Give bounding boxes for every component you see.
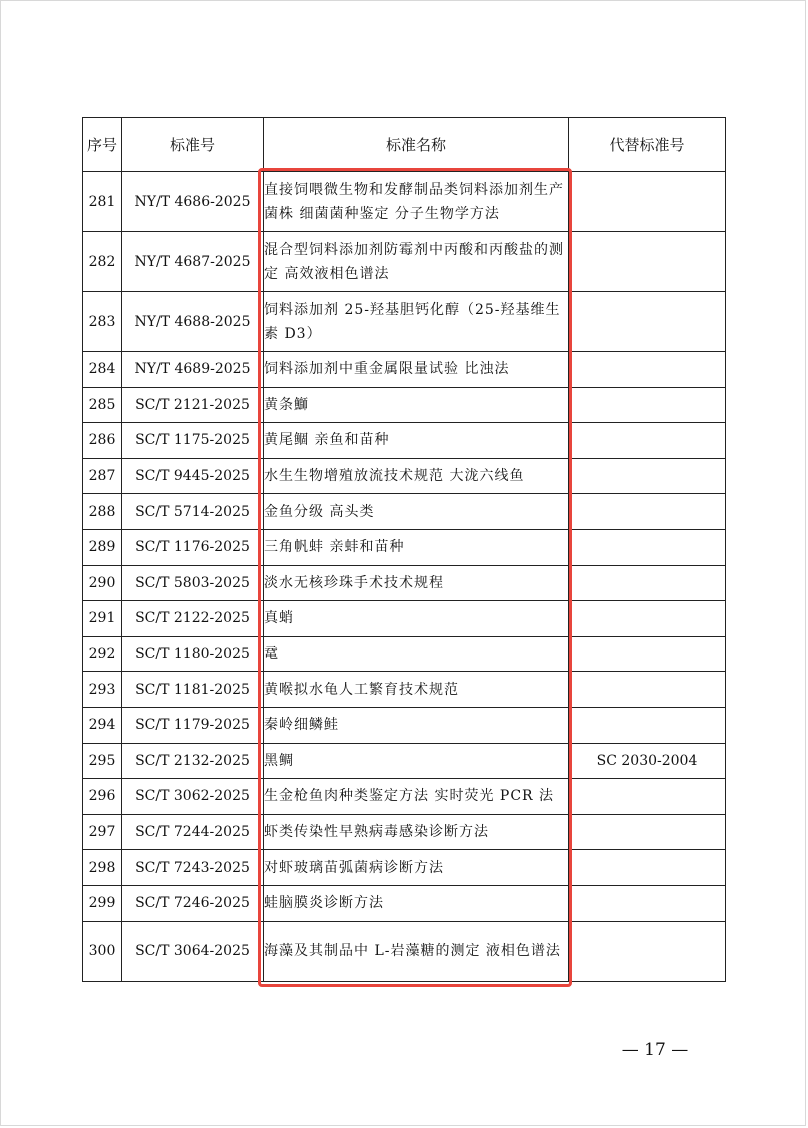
row-replaces xyxy=(569,292,726,352)
row-replaces xyxy=(569,885,726,921)
row-standard-code: NY/T 4689-2025 xyxy=(122,352,264,388)
row-standard-code: SC/T 3064-2025 xyxy=(122,921,264,981)
row-standard-name: 蛙脑膜炎诊断方法 xyxy=(264,885,569,921)
header-replaces: 代替标准号 xyxy=(569,118,726,172)
row-serial: 281 xyxy=(83,172,122,232)
table-row xyxy=(83,707,726,743)
row-standard-name: 黄尾鲴 亲鱼和苗种 xyxy=(264,423,569,459)
table-header-row xyxy=(83,118,726,172)
table-row xyxy=(83,850,726,886)
row-serial: 293 xyxy=(83,672,122,708)
row-serial: 296 xyxy=(83,779,122,815)
row-replaces: SC 2030-2004 xyxy=(569,743,726,779)
row-serial: 290 xyxy=(83,565,122,601)
row-standard-name: 生金枪鱼肉种类鉴定方法 实时荧光 PCR 法 xyxy=(264,779,569,815)
row-standard-name: 混合型饲料添加剂防霉剂中丙酸和丙酸盐的测定 高效液相色谱法 xyxy=(264,232,569,292)
table-row xyxy=(83,387,726,423)
row-replaces xyxy=(569,779,726,815)
row-standard-code: SC/T 7244-2025 xyxy=(122,814,264,850)
table-row xyxy=(83,529,726,565)
row-serial: 291 xyxy=(83,601,122,637)
row-serial: 285 xyxy=(83,387,122,423)
row-replaces xyxy=(569,707,726,743)
table-row xyxy=(83,814,726,850)
table-row xyxy=(83,885,726,921)
table-row xyxy=(83,743,726,779)
table-row xyxy=(83,494,726,530)
row-serial: 284 xyxy=(83,352,122,388)
standards-table xyxy=(82,117,726,982)
row-replaces xyxy=(569,814,726,850)
row-replaces xyxy=(569,636,726,672)
table-row xyxy=(83,172,726,232)
row-replaces xyxy=(569,172,726,232)
row-standard-name: 秦岭细鳞鲑 xyxy=(264,707,569,743)
row-standard-code: NY/T 4686-2025 xyxy=(122,172,264,232)
row-replaces xyxy=(569,601,726,637)
table-row xyxy=(83,672,726,708)
row-standard-name: 饲料添加剂中重金属限量试验 比浊法 xyxy=(264,352,569,388)
table-row xyxy=(83,232,726,292)
row-replaces xyxy=(569,672,726,708)
row-standard-name: 虾类传染性早熟病毒感染诊断方法 xyxy=(264,814,569,850)
row-standard-name: 黄条鰤 xyxy=(264,387,569,423)
row-serial: 292 xyxy=(83,636,122,672)
row-replaces xyxy=(569,458,726,494)
table-row xyxy=(83,458,726,494)
row-standard-code: SC/T 1181-2025 xyxy=(122,672,264,708)
row-standard-name: 鼋 xyxy=(264,636,569,672)
row-standard-name: 海藻及其制品中 L-岩藻糖的测定 液相色谱法 xyxy=(264,921,569,981)
row-serial: 298 xyxy=(83,850,122,886)
row-standard-name: 黑鲷 xyxy=(264,743,569,779)
table-row xyxy=(83,423,726,459)
row-standard-name: 金鱼分级 高头类 xyxy=(264,494,569,530)
row-serial: 288 xyxy=(83,494,122,530)
row-standard-code: SC/T 2132-2025 xyxy=(122,743,264,779)
table-row xyxy=(83,292,726,352)
row-serial: 294 xyxy=(83,707,122,743)
row-replaces xyxy=(569,850,726,886)
row-standard-code: SC/T 2122-2025 xyxy=(122,601,264,637)
table-row xyxy=(83,779,726,815)
row-standard-name: 三角帆蚌 亲蚌和苗种 xyxy=(264,529,569,565)
row-standard-code: SC/T 7243-2025 xyxy=(122,850,264,886)
header-standard-code: 标准号 xyxy=(122,118,264,172)
row-replaces xyxy=(569,494,726,530)
row-serial: 289 xyxy=(83,529,122,565)
table-row xyxy=(83,636,726,672)
row-serial: 286 xyxy=(83,423,122,459)
row-standard-name: 真蛸 xyxy=(264,601,569,637)
row-replaces xyxy=(569,352,726,388)
header-standard-name: 标准名称 xyxy=(264,118,569,172)
table-row xyxy=(83,601,726,637)
row-standard-code: SC/T 9445-2025 xyxy=(122,458,264,494)
row-standard-name: 对虾玻璃苗弧菌病诊断方法 xyxy=(264,850,569,886)
row-serial: 282 xyxy=(83,232,122,292)
row-standard-code: NY/T 4687-2025 xyxy=(122,232,264,292)
row-standard-name: 水生生物增殖放流技术规范 大泷六线鱼 xyxy=(264,458,569,494)
row-standard-code: SC/T 3062-2025 xyxy=(122,779,264,815)
row-serial: 297 xyxy=(83,814,122,850)
row-serial: 287 xyxy=(83,458,122,494)
row-standard-name: 直接饲喂微生物和发酵制品类饲料添加剂生产菌株 细菌菌种鉴定 分子生物学方法 xyxy=(264,172,569,232)
row-serial: 300 xyxy=(83,921,122,981)
row-standard-name: 黄喉拟水龟人工繁育技术规范 xyxy=(264,672,569,708)
table-body xyxy=(83,172,726,982)
row-standard-code: SC/T 5803-2025 xyxy=(122,565,264,601)
row-standard-code: SC/T 1175-2025 xyxy=(122,423,264,459)
row-standard-code: SC/T 1176-2025 xyxy=(122,529,264,565)
row-replaces xyxy=(569,387,726,423)
row-standard-code: SC/T 7246-2025 xyxy=(122,885,264,921)
row-standard-code: SC/T 1180-2025 xyxy=(122,636,264,672)
table-row xyxy=(83,921,726,981)
table-row xyxy=(83,565,726,601)
row-serial: 295 xyxy=(83,743,122,779)
row-replaces xyxy=(569,565,726,601)
table-row xyxy=(83,352,726,388)
row-serial: 299 xyxy=(83,885,122,921)
row-replaces xyxy=(569,921,726,981)
row-standard-name: 饲料添加剂 25-羟基胆钙化醇（25-羟基维生素 D3） xyxy=(264,292,569,352)
row-standard-code: SC/T 1179-2025 xyxy=(122,707,264,743)
row-standard-code: NY/T 4688-2025 xyxy=(122,292,264,352)
row-replaces xyxy=(569,232,726,292)
row-serial: 283 xyxy=(83,292,122,352)
row-standard-code: SC/T 5714-2025 xyxy=(122,494,264,530)
row-standard-name: 淡水无核珍珠手术技术规程 xyxy=(264,565,569,601)
row-replaces xyxy=(569,529,726,565)
row-standard-code: SC/T 2121-2025 xyxy=(122,387,264,423)
page-number: — 17 — xyxy=(621,1040,689,1060)
row-replaces xyxy=(569,423,726,459)
header-serial: 序号 xyxy=(83,118,122,172)
